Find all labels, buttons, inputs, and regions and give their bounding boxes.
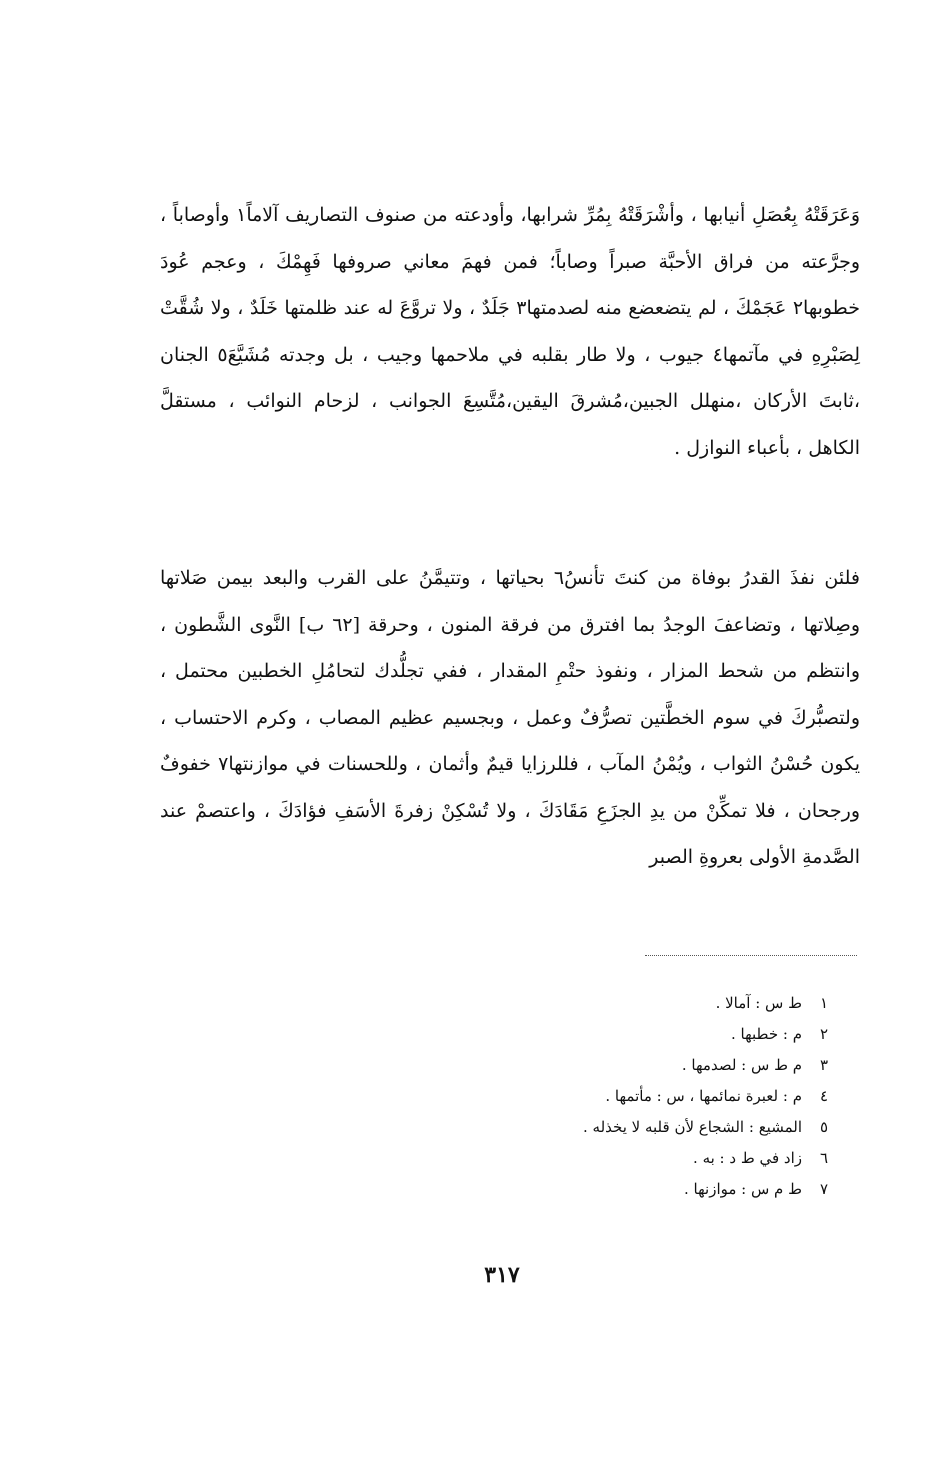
footnote-text: م : خطبها . (730, 1025, 802, 1043)
footnote-number: ١ (819, 994, 828, 1012)
footnote-item (420, 1050, 828, 1081)
footnote-text: ط س : آمالا . (715, 994, 802, 1012)
footnote-item (420, 1143, 828, 1174)
footnote-item (420, 988, 828, 1019)
footnote-text: ط م س : موازنها . (684, 1180, 802, 1198)
page-number: ٣١٧ (484, 1262, 520, 1288)
footnote-number: ٢ (819, 1025, 828, 1043)
footnote-item (420, 1019, 828, 1050)
footnote-text: م ط س : لصدمها . (681, 1056, 802, 1074)
footnote-text: المشيع : الشجاع لأن قلبه لا يخذله . (583, 1118, 802, 1136)
footnote-number: ٧ (819, 1180, 828, 1198)
footnote-divider (645, 955, 857, 956)
footnotes-list (420, 988, 828, 1205)
footnote-number: ٦ (819, 1149, 828, 1167)
body-paragraph-1: وَعَرَقَتْهُ بِعُصَلِ أنيابها ، وأشْرَقَتْهُ بِمُرِّ شرابها، وأودعته من صنوف التصاريف آلاماً١ وأوصاباً ، وجرَّعته من فراق الأحبَّة صبراً وصاباً؛ فمن فهمَ معاني صروفها فَهِمْكَ ، وعجم عُودَ خطوبها٢ عَجَمْكَ ، لم يتضعضع منه لصدمتها٣ جَلَدٌ ، ولا تروَّعَ له عند ظلمتها خَلَدٌ ، ولا شُقَّتْ لِصَبْرِهِ في مآتمها٤ جيوب ، ولا طار بقلبه في ملاحمها وجيب ، بل وجدته مُشَيَّعَ٥ الجنان ،ثابتَ الأركان ،منهلل الجبين،مُشرقَ اليقين،مُتَّسِعَ الجوانب ، لزحام النوائب ، مستقلَّ الكاهل ، بأعباء النوازل . (160, 204, 861, 459)
footnote-item (420, 1112, 828, 1143)
body-paragraph-2: فلئن نفذَ القدرُ بوفاة من كنتَ تأنسُ٦ بحياتها ، وتتيمَّنُ على القرب والبعد بيمن صَلاتها وصِلاتها ، وتضاعفَ الوجدُ بما افترق من فرقة المنون ، وحرقة [٦٢ ب] النَّوى الشَّطون ، وانتظم من شحط المزار ، ونفوذ حتْمِ المقدار ، ففي تجلُّدك لتحامُلِ الخطبين محتمل ، ولتصبُّركَ في سوم الخطَّتين تصرُّفٌ وعمل ، وبجسيم عظيم المصاب ، وكرم الاحتساب ، يكون حُسْنُ الثواب ، ويُمْنُ المآب ، فللرزايا قيمٌ وأثمان ، وللحسنات في موازنتها٧ خفوفٌ ورجحان ، فلا تمكِّنْ من يدِ الجزَعِ مَقَادَكَ ، ولا تُسْكِنْ زفرةَ الأسَفِ فؤادَكَ ، واعتصمْ عند الصَّدمةِ الأولى بعروةِ الصبر (160, 567, 860, 868)
footnote-number: ٥ (819, 1118, 828, 1136)
footnote-text: زاد في ط د : به . (693, 1149, 802, 1167)
footnote-item (420, 1081, 828, 1112)
footnote-item (420, 1174, 828, 1205)
footnote-number: ٣ (819, 1056, 828, 1074)
footnote-text: م : لعبرة نمائمها ، س : مأتمها . (605, 1087, 802, 1105)
footnote-number: ٤ (819, 1087, 828, 1105)
